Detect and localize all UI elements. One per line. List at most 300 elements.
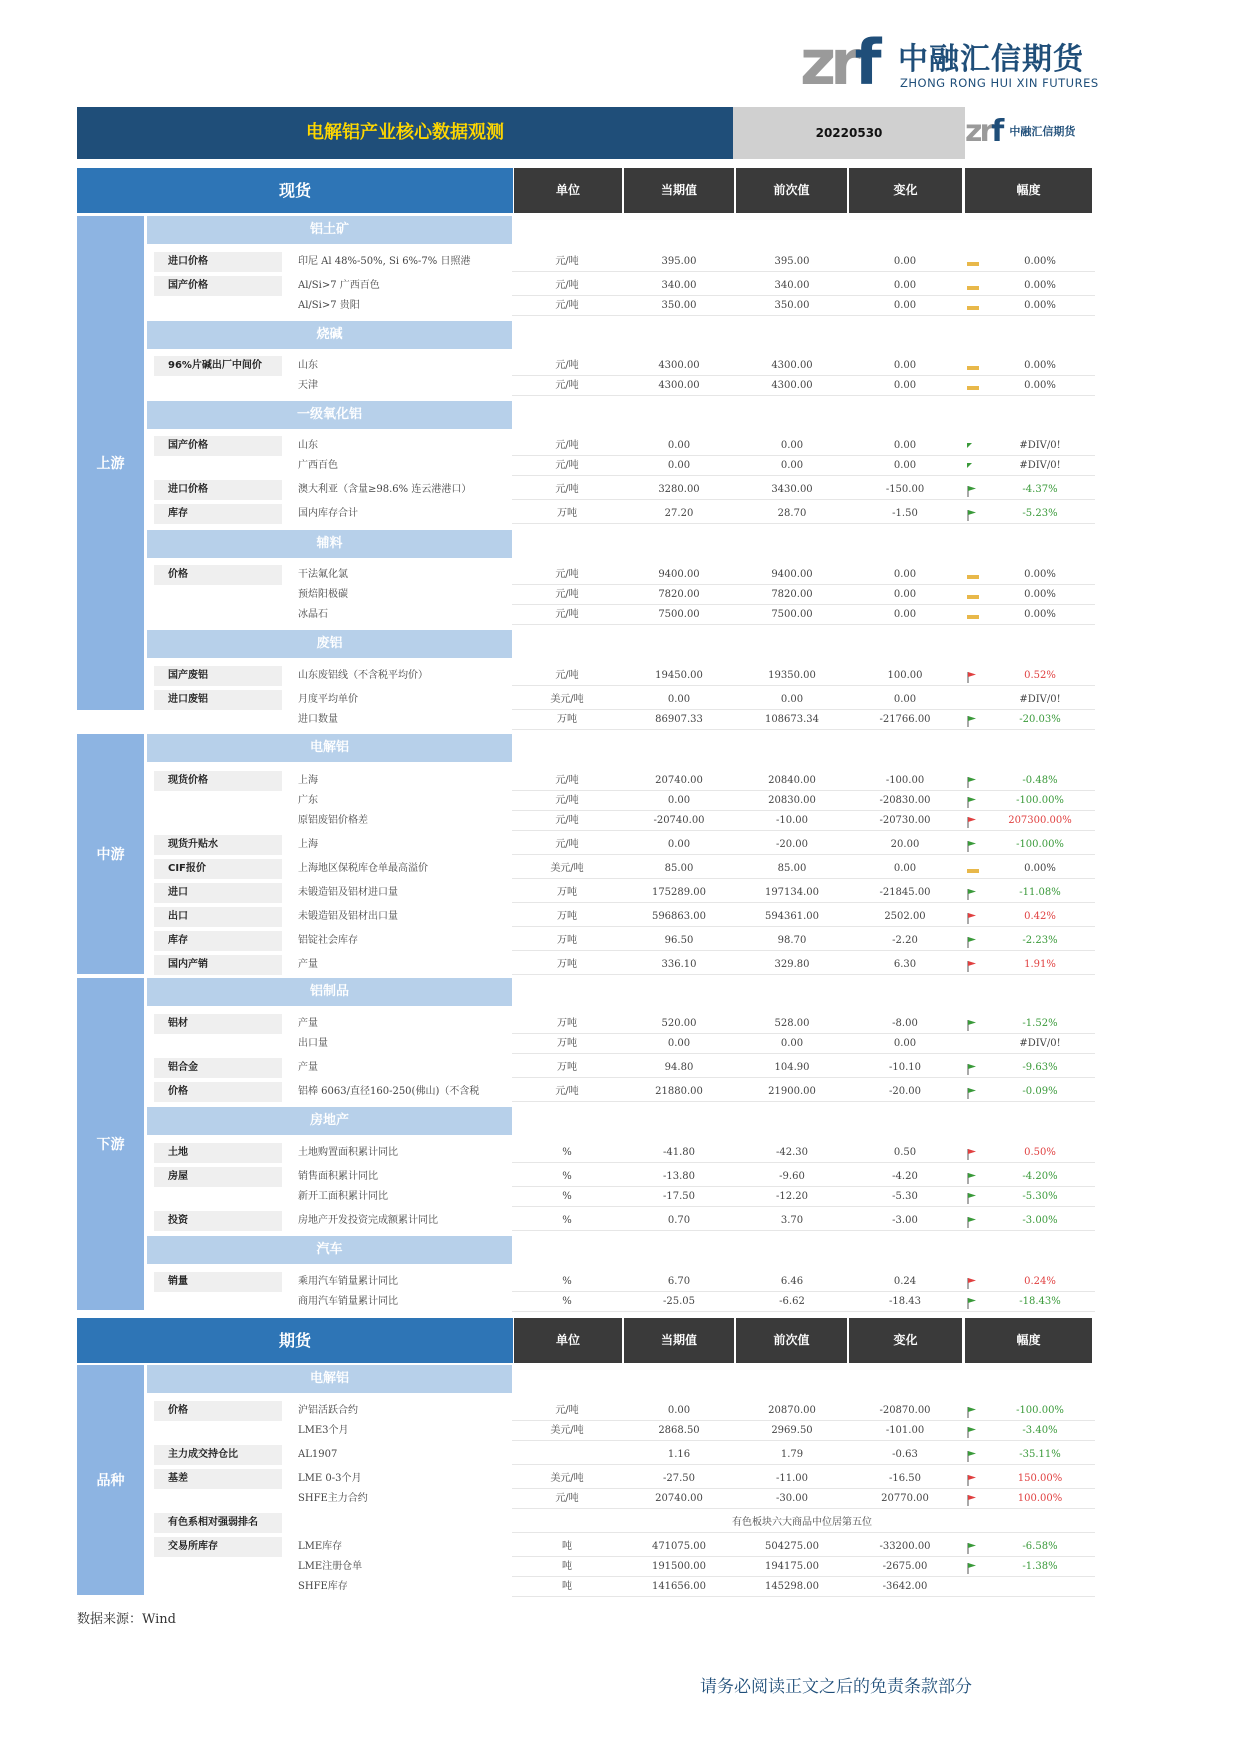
row-unit: 元/吨 <box>555 440 579 451</box>
row-unit: 吨 <box>562 1561 572 1572</box>
row-unit: 元/吨 <box>555 795 579 806</box>
row-previous-value: 3430.00 <box>771 484 813 495</box>
row-current-value: 191500.00 <box>651 1561 707 1572</box>
table-row <box>0 605 1240 625</box>
row-indicator <box>962 456 982 476</box>
table-row <box>0 585 1240 605</box>
row-pct: 0.42% <box>1024 911 1056 922</box>
row-previous-value: 28.70 <box>777 508 807 519</box>
row-change: -20830.00 <box>879 795 931 806</box>
row-divider <box>512 902 1095 903</box>
row-indicator <box>962 436 982 456</box>
row-indicator <box>962 1401 982 1421</box>
row-indicator <box>962 931 982 951</box>
row-category: 国内产销 <box>154 955 282 975</box>
row-pct: -3.40% <box>1022 1425 1058 1436</box>
row-pct: 0.00% <box>1024 360 1056 371</box>
subcategory-header: 一级氧化铝 <box>147 401 512 429</box>
row-unit <box>512 1445 622 1465</box>
row-category: CIF报价 <box>154 859 282 879</box>
row-indicator <box>962 356 982 376</box>
green-flag-icon <box>967 1192 977 1202</box>
row-item: 乘用汽车销量累计同比 <box>298 1276 398 1287</box>
row-item: 山东 <box>298 360 318 371</box>
col-previous: 前次值 <box>736 168 847 213</box>
logo-mark: zrf <box>800 26 876 99</box>
row-current-value: 350.00 <box>661 300 697 311</box>
row-unit: 元/吨 <box>555 1086 579 1097</box>
col-current-2: 当期值 <box>624 1318 734 1363</box>
row-current-value: -20740.00 <box>653 815 705 826</box>
row-change: -20870.00 <box>879 1405 931 1416</box>
table-row <box>0 1537 1240 1557</box>
row-unit: 万吨 <box>557 508 577 519</box>
futures-header: 期货 <box>77 1318 513 1363</box>
row-pct: -18.43% <box>1019 1296 1061 1307</box>
row-change: -20730.00 <box>879 815 931 826</box>
row-previous-value: 2969.50 <box>771 1425 813 1436</box>
row-item: 未锻造铝及铝材出口量 <box>298 911 398 922</box>
table-row <box>0 504 1240 524</box>
row-indicator <box>962 811 982 831</box>
row-item: 国内库存合计 <box>298 508 358 519</box>
table-row <box>0 252 1240 272</box>
row-change: 20.00 <box>890 839 920 850</box>
row-pct: #DIV/0! <box>1019 440 1061 451</box>
flat-indicator-icon <box>967 361 977 371</box>
col-current: 当期值 <box>624 168 734 213</box>
row-category: 国产价格 <box>154 276 282 296</box>
row-current-value: 0.00 <box>667 1405 691 1416</box>
row-pct: 0.50% <box>1024 1147 1056 1158</box>
table-row <box>0 1167 1240 1187</box>
green-flag-icon <box>967 1406 977 1416</box>
row-unit: 吨 <box>562 1581 572 1592</box>
row-unit: 万吨 <box>557 935 577 946</box>
row-item: 上海 <box>298 775 318 786</box>
row-pct: -9.63% <box>1022 1062 1058 1073</box>
row-previous-value: 108673.34 <box>764 714 820 725</box>
logo-en-text: ZHONG RONG HUI XIN FUTURES <box>900 76 1099 90</box>
green-flag-icon <box>967 1087 977 1097</box>
row-previous-value: 85.00 <box>777 863 807 874</box>
row-indicator <box>962 1445 982 1465</box>
green-tick-icon <box>967 441 977 451</box>
row-indicator <box>962 1058 982 1078</box>
row-previous-value: 395.00 <box>774 256 810 267</box>
row-item: LME 0-3个月 <box>298 1473 362 1484</box>
table-row <box>0 456 1240 476</box>
red-flag-icon <box>967 1277 977 1287</box>
row-current-value: 141656.00 <box>651 1581 707 1592</box>
row-pct: 207300.00% <box>1008 815 1072 826</box>
row-item: 广东 <box>298 795 318 806</box>
row-pct: -100.00% <box>1016 839 1064 850</box>
row-unit: 元/吨 <box>555 484 579 495</box>
red-flag-icon <box>967 1474 977 1484</box>
col-unit: 单位 <box>514 168 622 213</box>
red-flag-icon <box>967 912 977 922</box>
row-indicator <box>962 955 982 975</box>
row-pct: #DIV/0! <box>1019 460 1061 471</box>
table-row <box>0 690 1240 710</box>
row-unit: 美元/吨 <box>550 694 584 705</box>
col-unit-2: 单位 <box>514 1318 622 1363</box>
row-change: 0.00 <box>893 300 917 311</box>
row-current-value: 20740.00 <box>655 775 703 786</box>
row-item: 广西百色 <box>298 460 338 471</box>
row-item: 销售面积累计同比 <box>298 1171 378 1182</box>
row-item: 铝锭社会库存 <box>298 935 358 946</box>
row-current-value: 596863.00 <box>651 911 707 922</box>
row-previous-value: -10.00 <box>775 815 808 826</box>
row-item: 商用汽车销量累计同比 <box>298 1296 398 1307</box>
row-previous-value: 4300.00 <box>771 380 813 391</box>
row-item: 澳大利亚（含量≥98.6% 连云港港口） <box>298 484 472 495</box>
row-category: 国产价格 <box>154 436 282 456</box>
row-indicator <box>962 1034 982 1054</box>
row-divider <box>512 395 1095 396</box>
report-date: 20220530 <box>733 107 965 159</box>
row-unit: % <box>562 1296 572 1307</box>
row-current-value: 0.00 <box>667 460 691 471</box>
row-previous-value: 98.70 <box>777 935 807 946</box>
row-change: -3.00 <box>892 1215 918 1226</box>
flat-indicator-icon <box>967 864 977 874</box>
flat-indicator-icon <box>967 281 977 291</box>
row-change: -16.50 <box>888 1473 921 1484</box>
row-unit: 元/吨 <box>555 380 579 391</box>
row-item: 土地购置面积累计同比 <box>298 1147 398 1158</box>
row-category: 96%片碱出厂中间价 <box>154 356 282 376</box>
green-flag-icon <box>967 485 977 495</box>
green-flag-icon <box>967 936 977 946</box>
green-flag-icon <box>967 1450 977 1460</box>
row-previous-value: 329.80 <box>774 959 810 970</box>
row-pct: -4.37% <box>1022 484 1058 495</box>
disclaimer: 请务必阅读正文之后的免责条款部分 <box>700 1677 972 1697</box>
row-divider <box>512 624 1095 625</box>
row-current-value: 4300.00 <box>658 380 700 391</box>
row-previous-value: 1.79 <box>780 1449 804 1460</box>
row-item: 新开工面积累计同比 <box>298 1191 388 1202</box>
row-previous-value: 340.00 <box>774 280 810 291</box>
row-previous-value: 20840.00 <box>768 775 816 786</box>
row-previous-value: -12.20 <box>775 1191 808 1202</box>
row-pct: -20.03% <box>1019 714 1061 725</box>
row-previous-value: 21900.00 <box>768 1086 816 1097</box>
subcategory-header: 铝制品 <box>147 978 512 1006</box>
row-unit: 元/吨 <box>555 300 579 311</box>
subcategory-header: 辅料 <box>147 530 512 558</box>
table-row <box>0 1034 1240 1054</box>
row-category: 有色系相对强弱排名 <box>154 1513 282 1533</box>
row-current-value: 0.00 <box>667 694 691 705</box>
row-change: -101.00 <box>885 1425 925 1436</box>
table-row <box>0 859 1240 879</box>
green-flag-icon <box>967 796 977 806</box>
row-change: 0.00 <box>893 569 917 580</box>
row-indicator <box>962 690 982 710</box>
row-current-value: 7500.00 <box>658 609 700 620</box>
row-category: 销量 <box>154 1272 282 1292</box>
row-unit: 万吨 <box>557 911 577 922</box>
row-indicator <box>962 791 982 811</box>
row-change: 0.00 <box>893 863 917 874</box>
row-change: 0.24 <box>893 1276 917 1287</box>
green-flag-icon <box>967 715 977 725</box>
table-row <box>0 276 1240 296</box>
row-divider <box>512 1464 1095 1465</box>
row-item <box>298 1513 510 1533</box>
row-change: -33200.00 <box>879 1541 931 1552</box>
row-unit: 元/吨 <box>555 1405 579 1416</box>
row-indicator <box>962 276 982 296</box>
row-previous-value: -6.62 <box>779 1296 805 1307</box>
row-indicator <box>962 605 982 625</box>
row-pct: 0.00% <box>1024 256 1056 267</box>
row-current-value: -25.05 <box>662 1296 695 1307</box>
row-divider <box>512 1311 1095 1312</box>
row-current-value: 19450.00 <box>655 670 703 681</box>
row-previous-value: 19350.00 <box>768 670 816 681</box>
table-row <box>0 356 1240 376</box>
flat-indicator-icon <box>967 257 977 267</box>
no-indicator <box>967 1039 977 1049</box>
row-previous-value: 0.00 <box>780 694 804 705</box>
row-pct: -3.00% <box>1022 1215 1058 1226</box>
table-row <box>0 666 1240 686</box>
row-category: 基差 <box>154 1469 282 1489</box>
row-pct: #DIV/0! <box>1019 694 1061 705</box>
row-change: 0.00 <box>893 460 917 471</box>
row-item: 出口量 <box>298 1038 328 1049</box>
row-unit: 吨 <box>562 1541 572 1552</box>
row-divider <box>512 315 1095 316</box>
row-change: 0.00 <box>893 440 917 451</box>
row-unit: 元/吨 <box>555 360 579 371</box>
table-row <box>0 296 1240 316</box>
row-category: 进口 <box>154 883 282 903</box>
row-unit: 元/吨 <box>555 775 579 786</box>
row-divider <box>512 1206 1095 1207</box>
row-category: 进口废铝 <box>154 690 282 710</box>
row-indicator <box>962 1272 982 1292</box>
row-item: 产量 <box>298 1018 318 1029</box>
row-pct: 0.00% <box>1024 380 1056 391</box>
row-category: 现货升贴水 <box>154 835 282 855</box>
row-change: -150.00 <box>885 484 925 495</box>
table-row <box>0 376 1240 396</box>
row-category: 价格 <box>154 565 282 585</box>
row-change: -2675.00 <box>882 1561 928 1572</box>
subcategory-header: 电解铝 <box>147 734 512 762</box>
table-row <box>0 883 1240 903</box>
row-pct: -5.23% <box>1022 508 1058 519</box>
red-flag-icon <box>967 1148 977 1158</box>
row-item: 月度平均单价 <box>298 694 358 705</box>
row-pct: -11.08% <box>1019 887 1061 898</box>
row-indicator <box>962 1167 982 1187</box>
flat-indicator-icon <box>967 301 977 311</box>
row-current-value: 9400.00 <box>658 569 700 580</box>
row-unit: % <box>562 1171 572 1182</box>
row-category: 库存 <box>154 504 282 524</box>
row-pct: 0.24% <box>1024 1276 1056 1287</box>
row-item: 进口数量 <box>298 714 338 725</box>
row-category: 交易所库存 <box>154 1537 282 1557</box>
row-change: 0.00 <box>893 360 917 371</box>
row-unit: 元/吨 <box>555 670 579 681</box>
row-previous-value: 528.00 <box>774 1018 810 1029</box>
table-row <box>0 1513 1240 1533</box>
row-category: 进口价格 <box>154 480 282 500</box>
row-current-value: 21880.00 <box>655 1086 703 1097</box>
row-divider <box>512 1230 1095 1231</box>
row-divider <box>512 974 1095 975</box>
subcategory-header: 废铝 <box>147 630 512 658</box>
row-item: Al/Si>7 广西百色 <box>298 280 380 291</box>
row-previous-value: 7500.00 <box>771 609 813 620</box>
table-row <box>0 1469 1240 1489</box>
row-item: 印尼 Al 48%-50%, Si 6%-7% 日照港 <box>298 256 471 267</box>
row-current-value: 96.50 <box>664 935 694 946</box>
row-change: -8.00 <box>892 1018 918 1029</box>
row-divider <box>512 1508 1095 1509</box>
row-pct: 0.52% <box>1024 670 1056 681</box>
row-previous-value: -42.30 <box>775 1147 808 1158</box>
table-row <box>0 791 1240 811</box>
row-current-value: 3280.00 <box>658 484 700 495</box>
row-pct: -1.38% <box>1022 1561 1058 1572</box>
row-category: 土地 <box>154 1143 282 1163</box>
row-unit: 元/吨 <box>555 589 579 600</box>
green-flag-icon <box>967 840 977 850</box>
row-previous-value: 7820.00 <box>771 589 813 600</box>
row-pct <box>985 1577 1095 1597</box>
row-divider <box>512 878 1095 879</box>
row-current-value: 7820.00 <box>658 589 700 600</box>
table-row <box>0 771 1240 791</box>
table-row <box>0 931 1240 951</box>
row-indicator <box>962 1577 982 1597</box>
row-pct: -35.11% <box>1019 1449 1061 1460</box>
subcategory-header: 汽车 <box>147 1236 512 1264</box>
row-current-value: 175289.00 <box>651 887 707 898</box>
row-current-value: 2868.50 <box>658 1425 700 1436</box>
row-previous-value: 4300.00 <box>771 360 813 371</box>
row-previous-value: 3.70 <box>780 1215 804 1226</box>
table-row <box>0 955 1240 975</box>
spot-header: 现货 <box>77 168 513 213</box>
row-indicator <box>962 835 982 855</box>
row-item: 上海地区保税库仓单最高溢价 <box>298 863 428 874</box>
red-flag-icon <box>967 1494 977 1504</box>
row-pct: -6.58% <box>1022 1541 1058 1552</box>
row-divider <box>512 1162 1095 1163</box>
table-row <box>0 1272 1240 1292</box>
group-variety: 品种 <box>77 1365 144 1595</box>
row-current-value: 340.00 <box>661 280 697 291</box>
row-indicator <box>962 585 982 605</box>
subcategory-header: 房地产 <box>147 1107 512 1135</box>
row-unit: 万吨 <box>557 959 577 970</box>
row-change: 0.00 <box>893 256 917 267</box>
row-divider <box>512 1077 1095 1078</box>
row-divider <box>512 523 1095 524</box>
green-flag-icon <box>967 1019 977 1029</box>
row-item: 铝棒 6063/直径160-250(佛山)（不含税 <box>298 1086 480 1097</box>
row-change: -20.00 <box>888 1086 921 1097</box>
row-current-value: 520.00 <box>661 1018 697 1029</box>
row-current-value: 0.00 <box>667 440 691 451</box>
row-unit: 美元/吨 <box>550 1473 584 1484</box>
table-row <box>0 1211 1240 1231</box>
row-pct: -2.23% <box>1022 935 1058 946</box>
data-source: 数据来源：Wind <box>77 1612 176 1627</box>
row-divider <box>512 1053 1095 1054</box>
row-indicator <box>962 1187 982 1207</box>
row-indicator <box>962 666 982 686</box>
table-row <box>0 907 1240 927</box>
row-current-value: 1.16 <box>667 1449 691 1460</box>
red-flag-icon <box>967 671 977 681</box>
green-flag-icon <box>967 1542 977 1552</box>
table-row <box>0 1445 1240 1465</box>
row-unit: 元/吨 <box>555 280 579 291</box>
row-current-value: 27.20 <box>664 508 694 519</box>
row-current-value: -27.50 <box>662 1473 695 1484</box>
row-pct: #DIV/0! <box>1019 1038 1061 1049</box>
flat-indicator-icon <box>967 381 977 391</box>
row-item: 山东 <box>298 440 318 451</box>
row-unit: 万吨 <box>557 1038 577 1049</box>
row-category: 铝合金 <box>154 1058 282 1078</box>
table-row <box>0 1577 1240 1597</box>
row-unit: 万吨 <box>557 1018 577 1029</box>
row-change: 20770.00 <box>881 1493 929 1504</box>
row-category: 国产废铝 <box>154 666 282 686</box>
table-row <box>0 480 1240 500</box>
row-pct: 0.00% <box>1024 609 1056 620</box>
row-item: LME注册仓单 <box>298 1561 363 1572</box>
row-item: SHFE主力合约 <box>298 1493 368 1504</box>
row-previous-value: 20870.00 <box>768 1405 816 1416</box>
row-change: 0.00 <box>893 280 917 291</box>
row-previous-value: -9.60 <box>779 1171 805 1182</box>
table-row <box>0 811 1240 831</box>
row-indicator <box>962 1469 982 1489</box>
green-flag-icon <box>967 509 977 519</box>
row-change: 0.00 <box>893 1038 917 1049</box>
row-current-value: 4300.00 <box>658 360 700 371</box>
row-divider <box>512 926 1095 927</box>
row-unit: 元/吨 <box>555 1493 579 1504</box>
row-current-value: 6.70 <box>667 1276 691 1287</box>
row-current-value: -17.50 <box>662 1191 695 1202</box>
row-divider <box>512 729 1095 730</box>
row-pct: 150.00% <box>1017 1473 1063 1484</box>
row-indicator <box>962 1421 982 1441</box>
row-change: 100.00 <box>887 670 923 681</box>
row-unit: 万吨 <box>557 1062 577 1073</box>
page-title: 电解铝产业核心数据观测 <box>306 122 504 143</box>
table-row <box>0 1143 1240 1163</box>
row-category: 铝材 <box>154 1014 282 1034</box>
row-change: -2.20 <box>892 935 918 946</box>
row-current-value: 85.00 <box>664 863 694 874</box>
row-previous-value: 0.00 <box>780 440 804 451</box>
